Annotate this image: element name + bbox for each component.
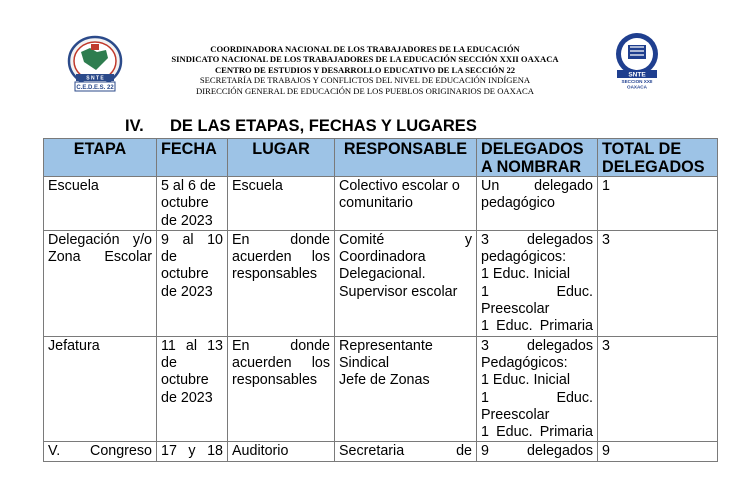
section-title: DE LAS ETAPAS, FECHAS Y LUGARES <box>170 117 477 135</box>
cell-fecha: 11 al 13 de octubre de 2023 <box>157 336 228 442</box>
cell-delegados: Un delegado pedagógico <box>477 177 598 231</box>
delegados-line: 3 delegados Pedagógicos: <box>481 337 593 371</box>
cell-delegados <box>477 336 598 442</box>
svg-text:SNTE: SNTE <box>628 71 646 79</box>
stages-table <box>43 138 718 462</box>
header-line-2: SINDICATO NACIONAL DE LOS TRABAJADORES DE LA EDUCACIÓN SECCIÓN XXII OAXACA <box>171 54 559 65</box>
cell-lugar: En donde acuerden los responsables <box>228 230 335 336</box>
delegados-line: 1 Educ. Inicial <box>481 266 571 283</box>
section-number: IV. <box>125 117 144 135</box>
header-line-4: SECRETARÍA DE TRABAJOS Y CONFLICTOS DEL NIVEL DE EDUCACIÓN INDÍGENA <box>199 75 531 86</box>
cell-etapa: V. Congreso <box>44 442 157 461</box>
table-row <box>44 177 718 231</box>
cell-delegados <box>477 230 598 336</box>
cell-fecha: 9 al 10 de octubre de 2023 <box>157 230 228 336</box>
table-row <box>44 230 718 336</box>
cell-total: 3 <box>598 336 718 442</box>
cell-lugar: Auditorio <box>228 442 335 461</box>
table-row <box>44 336 718 442</box>
header-line-5: DIRECCIÓN GENERAL DE EDUCACIÓN DE LOS PUEBLOS ORIGINARIOS DE OAXACA <box>196 85 534 96</box>
svg-text:C.E.D.E.S. 22: C.E.D.E.S. 22 <box>76 85 114 91</box>
cell-responsable: Colectivo escolar o comunitario <box>335 177 477 231</box>
snte-seccion22-logo <box>606 32 668 90</box>
responsable-line: Jefe de Zonas <box>339 372 430 389</box>
delegados-line: 1 Educ. Inicial <box>481 372 571 389</box>
delegados-line: 3 delegados pedagógicos: <box>481 231 593 266</box>
cell-total: 1 <box>598 177 718 231</box>
cell-etapa: Jefatura <box>44 336 157 442</box>
section-heading <box>125 117 477 136</box>
cell-fecha: 17 y 18 <box>157 442 228 461</box>
cell-responsable: Secretaria de <box>335 442 477 461</box>
responsable-line: Representante Sindical <box>339 337 433 371</box>
delegados-line: 1 Educ. Primaria <box>481 424 593 441</box>
header-lugar: LUGAR <box>228 139 335 177</box>
cedes22-logo <box>66 34 124 94</box>
cell-fecha: 5 al 6 de octubre de 2023 <box>157 177 228 231</box>
cell-responsable: Comité y Coordinadora Delegacional. Supervisor escolar <box>335 230 477 336</box>
header-responsable: RESPONSABLE <box>335 139 477 177</box>
cell-total: 9 <box>598 442 718 461</box>
cell-lugar: Escuela <box>228 177 335 231</box>
cell-total: 3 <box>598 230 718 336</box>
delegados-line: 1 Educ. Preescolar <box>481 389 593 423</box>
header-fecha: FECHA <box>157 139 228 177</box>
svg-text:S N T E: S N T E <box>86 75 104 82</box>
delegados-line: 1 Educ. Primaria <box>481 318 593 335</box>
cell-etapa: Delegación y/o Zona Escolar <box>44 230 157 336</box>
svg-text:SECCION XXII: SECCION XXII <box>621 79 653 84</box>
header-line-1: COORDINADORA NACIONAL DE LOS TRABAJADORES DE LA EDUCACIÓN <box>210 44 520 54</box>
cell-delegados: 9 delegados <box>477 442 598 461</box>
header-line-3: CENTRO DE ESTUDIOS Y DESARROLLO EDUCATIVO DE LA SECCIÓN 22 <box>214 64 516 75</box>
table-row <box>44 442 718 461</box>
table-header-row <box>44 139 718 177</box>
delegados-line: 1 Educ. Preescolar <box>481 283 593 318</box>
svg-text:OAXACA: OAXACA <box>627 84 647 90</box>
header-etapa: ETAPA <box>44 139 157 177</box>
cell-etapa: Escuela <box>44 177 157 231</box>
header-total: TOTAL DE DELEGADOS <box>598 139 718 177</box>
cell-responsable <box>335 336 477 442</box>
letterhead <box>140 44 590 96</box>
header-delegados: DELEGADOS A NOMBRAR <box>477 139 598 177</box>
cell-lugar: En donde acuerden los responsables <box>228 336 335 442</box>
